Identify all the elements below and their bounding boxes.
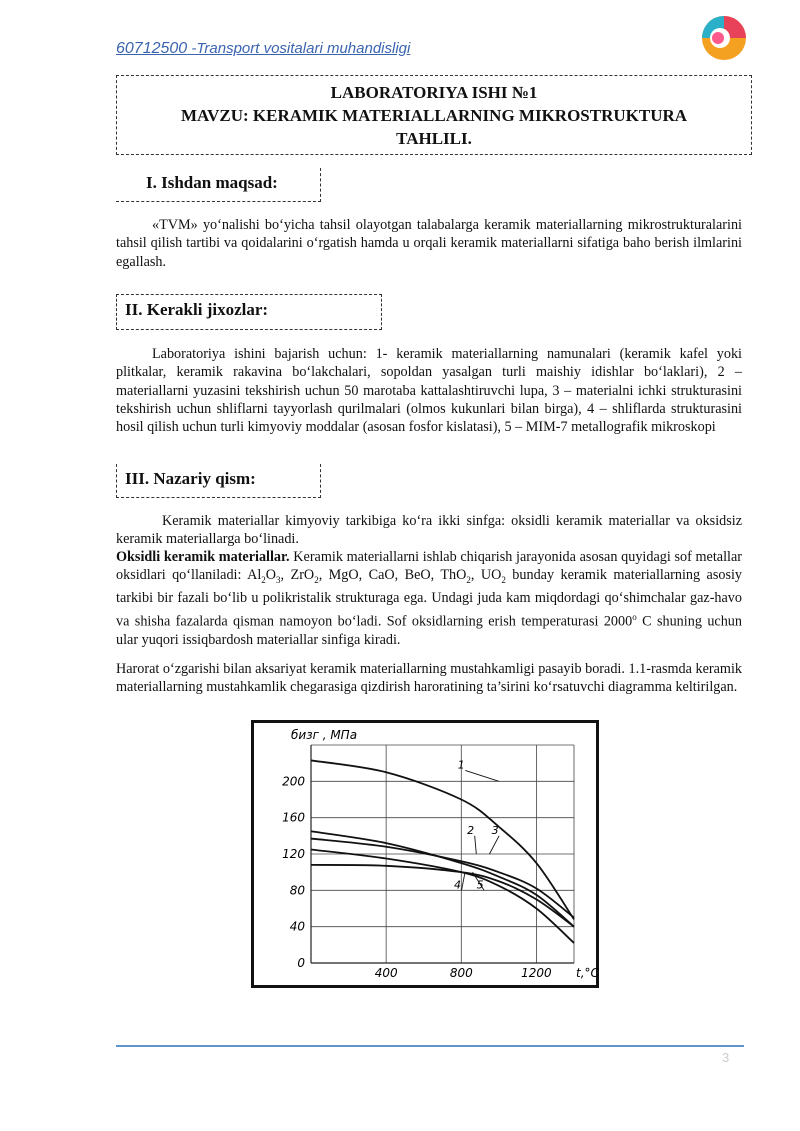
oxide-ceramics-heading: Oksidli keramik materiallar. xyxy=(116,549,290,565)
series-leader-3 xyxy=(489,836,499,854)
section-heading-purpose: I. Ishdan maqsad: xyxy=(116,168,321,202)
series-label-5: 5 xyxy=(476,878,484,892)
y-axis-label: бизг , МПа xyxy=(291,728,358,742)
y-tick-label: 120 xyxy=(282,847,305,861)
series-leader-1 xyxy=(465,770,499,781)
series-label-1: 1 xyxy=(457,758,465,772)
series-line-3 xyxy=(311,839,574,918)
y-tick-label: 0 xyxy=(297,956,305,970)
y-tick-label: 160 xyxy=(282,810,305,825)
series-leader-2 xyxy=(475,836,477,854)
lab-title-line1: LABORATORIYA ISHI №1 xyxy=(330,83,538,102)
lab-title-box xyxy=(116,75,752,155)
temperature-paragraph: Harorat o‘zgarishi bilan aksariyat keramik materiallarning mustahkamligi pasayib boradi. 1.1-rasmda keramik materiallarning mustahkamlik chegarasiga qizdirish haroratining ta’sirini ko‘rsatuvchi diagramma keltirilgan. xyxy=(116,661,742,696)
series-label-4: 4 xyxy=(454,878,462,892)
series-label-2: 2 xyxy=(467,823,475,837)
program-code: 60712500 xyxy=(116,40,188,57)
series-line-1 xyxy=(311,760,574,919)
document-header xyxy=(116,40,410,58)
x-tick-label: 1200 xyxy=(521,966,552,980)
series-line-2 xyxy=(311,831,574,926)
strength-temperature-chart xyxy=(251,720,599,988)
series-leader-4 xyxy=(462,872,466,890)
x-tick-label: 400 xyxy=(374,966,398,980)
lab-title-line2: MAVZU: KERAMIK MATERIALLARNING MIKROSTRUKTURA xyxy=(180,106,688,125)
equipment-paragraph: Laboratoriya ishini bajarish uchun: 1- keramik materiallarning namunalari (keramik kafel yoki plitkalar, keramik rakavina bo‘lakchalari, sopoldan yasalgan turli maishiy idishlar bo‘laklari), 2 – materiallarni yuzasini tekshirish uchun 50 marotaba kattalashtiruvchi lupa, 3 – materialni ichki strukturasini tekshirish uchun shliflarni tayyorlash qurilmalari (olmos kukunlari bilan birga), 4 – shliflarda strukturasini hosil qilish uchun turli kimyoviy moddalar (asosan fosfor kislatasi), 5 – MIM-7 metallografik mikroskopi xyxy=(116,346,742,436)
chart-canvas xyxy=(254,723,599,985)
x-axis-label: t,°C xyxy=(576,966,599,980)
section-heading-theory: III. Nazariy qism: xyxy=(116,464,321,498)
section-heading-equipment: II. Kerakli jixozlar: xyxy=(116,294,382,330)
oxide-ceramics-paragraph: Oksidli keramik materiallar. Keramik materiallarni ishlab chiqarish jarayonida asosan quyidagi sof metallar oksidlari qo‘llaniladi: $Al_2O_3$, ZrO$_2$, MgO, CaO, BeO, ThO$_2$, $UO_2$ bunday keramik materiallarning asosiy tarkibi bir fazali bo‘lib u polikristalik strukturaga ega. Undagi juda kam miqdordagi qo‘shimchalar gaz-havo va shisha fazalarda qisman namoyon bo‘ladi. Sof oksidlarning erish temperaturasi 2000$^o$ C shuning uchun ular yuqori issiqbardosh materiallar sinfiga kiradi. xyxy=(116,549,743,648)
footer-line xyxy=(116,1045,744,1047)
program-title: -Transport vositalari muhandisligi xyxy=(187,40,411,57)
theory-intro-paragraph: Keramik materiallar kimyoviy tarkibiga ko‘ra ikki sinfga: oksidli keramik materiallar va oksidsiz keramik materiallarga bo‘linadi. xyxy=(116,513,742,548)
series-label-3: 3 xyxy=(491,823,499,837)
y-tick-label: 80 xyxy=(289,883,305,898)
series-line-4 xyxy=(311,865,574,927)
lab-title-line3: TAHLILI. xyxy=(396,129,472,148)
y-tick-label: 200 xyxy=(282,774,305,789)
x-tick-label: 800 xyxy=(449,966,473,980)
series-line-5 xyxy=(311,849,574,943)
y-tick-label: 40 xyxy=(289,919,305,934)
purpose-paragraph: «TVM» yo‘nalishi bo‘yicha tahsil olayotgan talabalarga keramik materiallarning mikrostrukturalarini tahsil qilish tartibi va qoidalarini o‘rgatish hamda u orqali keramik materiallarni sifatiga baho berish ilmlarini egallash. xyxy=(116,217,742,270)
page-number: 3 xyxy=(722,1050,730,1065)
institution-logo xyxy=(696,12,752,64)
